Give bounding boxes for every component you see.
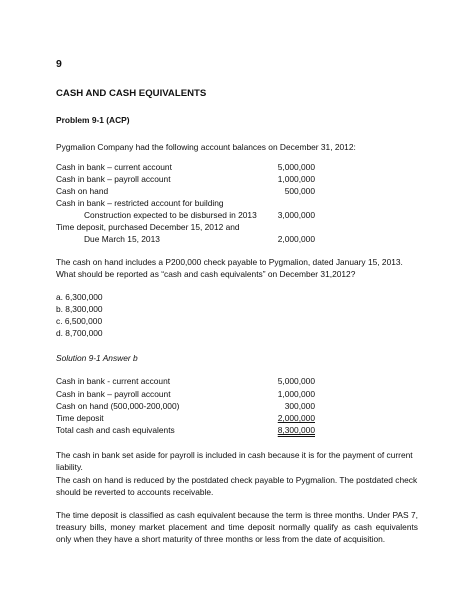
balance-amount: 3,000,000: [277, 210, 315, 220]
solution-total-amount: 8,300,000: [277, 425, 315, 435]
solution-amount: 1,000,000: [277, 389, 315, 399]
balance-label: Due March 15, 2013: [84, 234, 160, 244]
problem-question: What should be reported as “cash and cash equivalents” on December 31,2012?: [56, 269, 356, 279]
solution-label: Cash on hand (500,000-200,000): [56, 401, 180, 411]
problem-intro: Pygmalion Company had the following account balances on December 31, 2012:: [56, 142, 356, 152]
solution-label: Cash in bank – payroll account: [56, 389, 171, 399]
balance-label: Cash in bank – current account: [56, 162, 172, 172]
balance-amount: 5,000,000: [277, 162, 315, 172]
answer-choice: b. 8,300,000: [56, 304, 103, 314]
balance-label: Cash in bank – restricted account for building: [56, 198, 224, 208]
solution-explanation: The cash in bank set aside for payroll is included in cash because it is for the payment of current liability.: [56, 450, 413, 473]
solution-title: Solution 9-1 Answer b: [56, 353, 138, 363]
solution-amount: 300,000: [284, 401, 315, 411]
solution-label: Time deposit: [56, 413, 104, 423]
chapter-title: CASH AND CASH EQUIVALENTS: [56, 88, 207, 99]
problem-title: Problem 9-1 (ACP): [56, 115, 130, 125]
balance-label: Cash in bank – payroll account: [56, 174, 171, 184]
balance-amount: 1,000,000: [277, 174, 315, 184]
answer-choice: d. 8,700,000: [56, 328, 103, 338]
answer-choice: c. 6,500,000: [56, 316, 103, 326]
balance-amount: 500,000: [284, 186, 315, 196]
solution-label: Cash in bank - current account: [56, 376, 171, 386]
balance-label: Cash on hand: [56, 186, 109, 196]
page-number: 9: [56, 58, 62, 70]
balance-label: Construction expected to be disbursed in 2013: [84, 210, 257, 220]
solution-amount-subtotal: 2,000,000: [277, 413, 315, 423]
solution-amount: 5,000,000: [277, 376, 315, 386]
answer-choice: a. 6,300,000: [56, 292, 103, 302]
solution-total-label: Total cash and cash equivalents: [56, 425, 175, 435]
balance-amount: 2,000,000: [277, 234, 315, 244]
solution-explanation: The cash on hand is reduced by the postdated check payable to Pygmalion. The postdated check should be reverted to accounts receivable.: [56, 475, 418, 498]
balance-label: Time deposit, purchased December 15, 2012 and: [56, 222, 240, 232]
problem-note: The cash on hand includes a P200,000 check payable to Pygmalion, dated January 15, 2013.: [56, 257, 403, 267]
solution-explanation: The time deposit is classified as cash equivalent because the term is three months. Under PAS 7, treasury bills, money market placement and time deposit normally qualify as cash equivalents only when they have a short maturity of three months or less from the date of acquisition.: [56, 510, 418, 545]
